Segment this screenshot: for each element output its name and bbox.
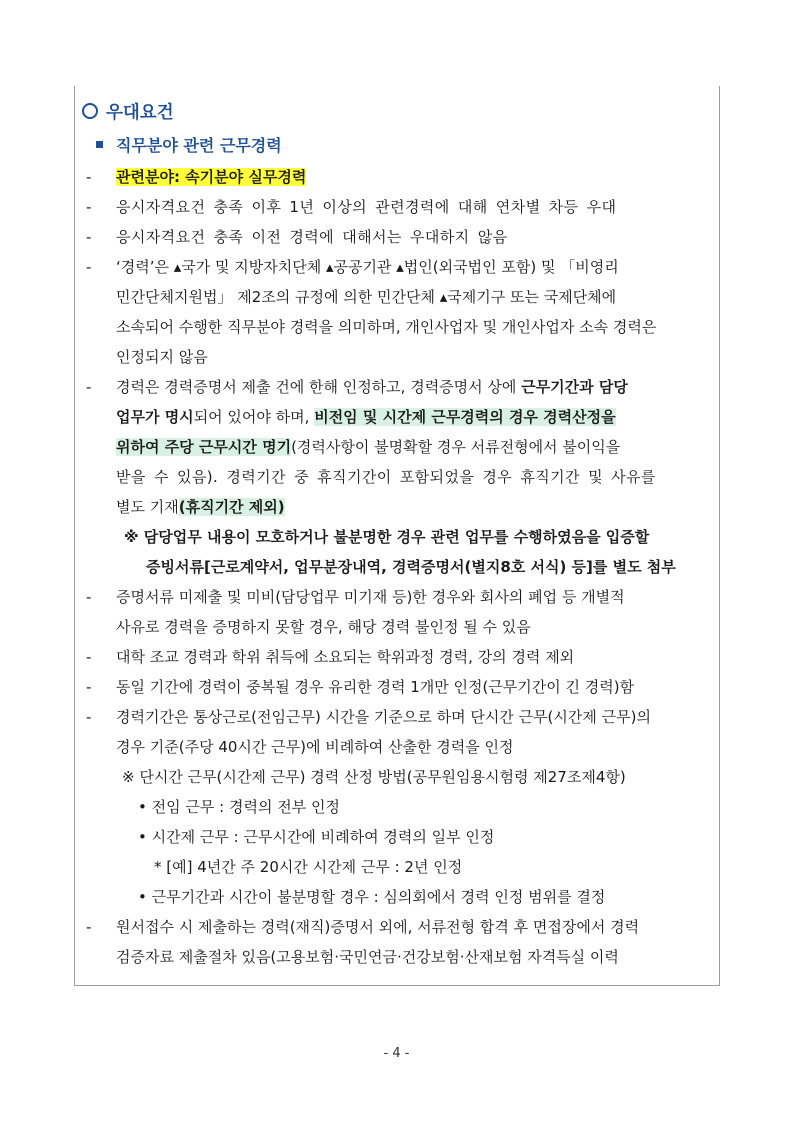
reference-note: ※ 단시간 근무(시간제 근무) 경력 산정 방법(공무원임용시험령 제27조제4항)	[122, 768, 626, 786]
highlighted-text: 관련분야: 속기분야 실무경력	[116, 168, 307, 186]
bullet-item: • 전임 근무 : 경력의 전부 인정	[138, 798, 340, 816]
section-title: 우대요건	[82, 98, 174, 128]
reference-note-continuation: 증빙서류[근로계약서, 업무분장내역, 경력증명서(별지8호 서식) 등]를 별도 첨부	[146, 558, 676, 576]
list-item-continuation: 별도 기재(휴직기간 제외)	[116, 498, 285, 516]
list-item-continuation: 경우 기준(주당 40시간 근무)에 비례하여 산출한 경력을 인정	[116, 738, 514, 756]
list-item-continuation: 인정되지 않음	[116, 348, 208, 366]
highlighted-text: 위하여 주당 근무시간 명기	[116, 438, 292, 456]
list-item: - 응시자격요건 충족 이후 1년 이상의 관련경력에 대해 연차별 차등 우대	[86, 198, 617, 216]
example-note: * [예] 4년간 주 20시간 시간제 근무 : 2년 인정	[154, 858, 463, 876]
list-item-continuation: 민간단체지원법」 제2조의 규정에 의한 민간단체 ▴국제기구 또는 국제단체에	[116, 288, 617, 306]
list-item-continuation: 받을 수 있음). 경력기간 중 휴직기간이 포함되었을 경우 휴직기간 및 사유를	[116, 468, 656, 486]
subsection-title: 직무분야 관련 근무경력	[96, 132, 282, 160]
list-item: - 대학 조교 경력과 학위 취득에 소요되는 학위과정 경력, 강의 경력 제외	[86, 648, 575, 666]
list-item: - 동일 기간에 경력이 중복될 경우 유리한 경력 1개만 인정(근무기간이 긴 경력)함	[86, 678, 635, 696]
bullet-item: • 근무기간과 시간이 불분명할 경우 : 심의회에서 경력 인정 범위를 결정	[138, 888, 606, 906]
list-item: - 경력기간은 통상근로(전임근무) 시간을 기준으로 하며 단시간 근무(시간제 근무)의	[86, 708, 651, 726]
list-item: - 경력은 경력증명서 제출 건에 한해 인정하고, 경력증명서 상에 근무기간과 담당	[86, 378, 628, 396]
circle-icon	[82, 103, 98, 119]
page-number: - 4 -	[383, 1046, 410, 1061]
list-item-continuation: 사유로 경력을 증명하지 못할 경우, 해당 경력 불인정 될 수 있음	[116, 618, 531, 636]
list-item: - 관련분야: 속기분야 실무경력	[86, 168, 307, 186]
list-item: - 원서접수 시 제출하는 경력(재직)증명서 외에, 서류전형 합격 후 면접장에서 경력	[86, 918, 640, 936]
square-bullet-icon	[96, 141, 103, 148]
list-item: - 증명서류 미제출 및 미비(담당업무 미기재 등)한 경우와 회사의 폐업 등 개별적	[86, 588, 625, 606]
highlighted-text: (휴직기간 제외)	[178, 498, 285, 516]
bullet-icon: •	[138, 828, 147, 846]
bullet-icon: •	[138, 888, 147, 906]
list-item-continuation: 검증자료 제출절차 있음(고용보험·국민연금·건강보험·산재보험 자격득실 이력	[116, 948, 619, 966]
list-item: - ‘경력’은 ▴국가 및 지방자치단체 ▴공공기관 ▴법인(외국법인 포함) 및 「비영리	[86, 258, 619, 276]
bullet-icon: •	[138, 798, 147, 816]
list-item-continuation: 소속되어 수행한 직무분야 경력을 의미하며, 개인사업자 및 개인사업자 소속 경력은	[116, 318, 657, 336]
list-item-continuation: 업무가 명시되어 있어야 하며, 비전임 및 시간제 근무경력의 경우 경력산정을	[116, 408, 616, 426]
highlighted-text: 비전임 및 시간제 근무경력의 경우 경력산정을	[314, 408, 616, 426]
list-item: - 응시자격요건 충족 이전 경력에 대해서는 우대하지 않음	[86, 228, 508, 246]
bullet-item: • 시간제 근무 : 근무시간에 비례하여 경력의 일부 인정	[138, 828, 495, 846]
list-item-continuation: 위하여 주당 근무시간 명기(경력사항이 불명확할 경우 서류전형에서 불이익을	[116, 438, 621, 456]
reference-note: ※ 담당업무 내용이 모호하거나 불분명한 경우 관련 업무를 수행하였음을 입증할	[124, 528, 650, 546]
